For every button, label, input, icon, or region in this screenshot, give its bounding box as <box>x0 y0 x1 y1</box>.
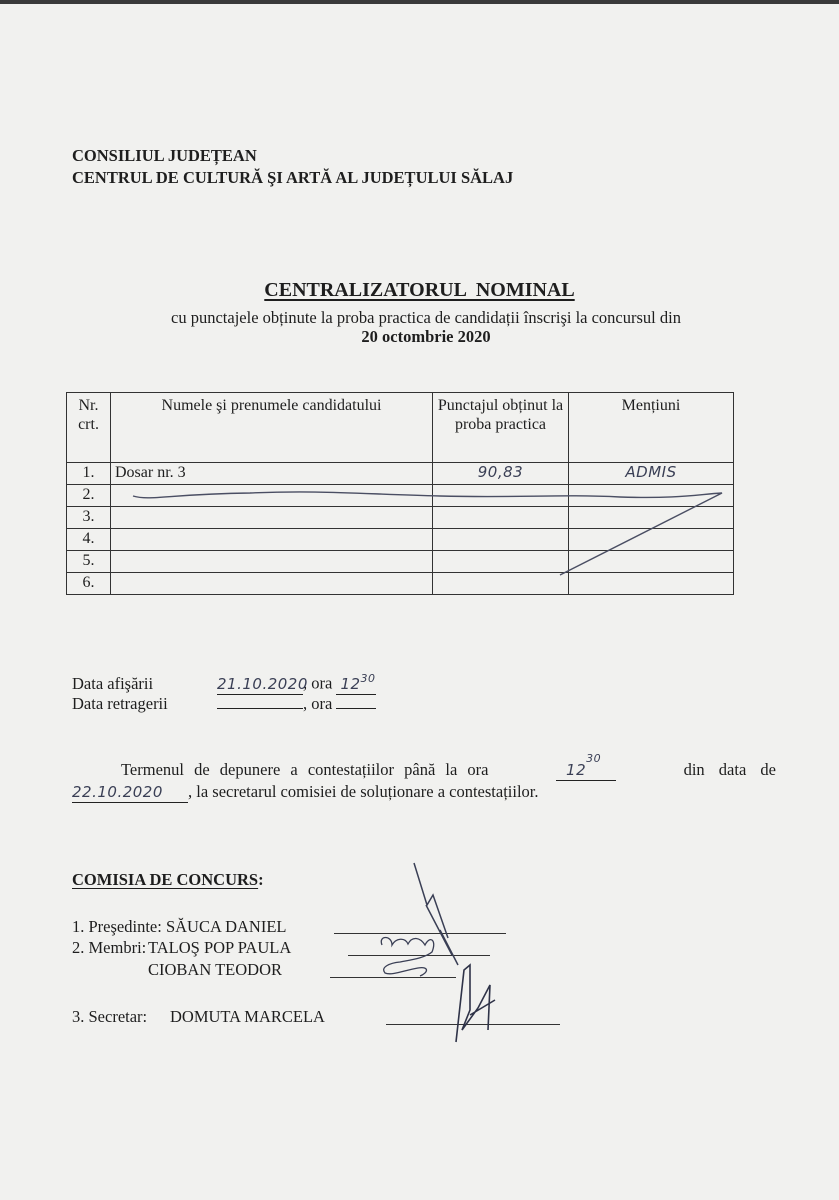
row-mentions <box>569 507 734 529</box>
row-nr: 2. <box>67 485 111 507</box>
member-name: TALOŞ POP PAULA <box>148 938 292 957</box>
appeal-line-2 <box>72 782 539 803</box>
row-name: Dosar nr. 3 <box>111 463 433 485</box>
posting-minutes-value: 30 <box>360 672 376 685</box>
table-row <box>67 507 734 529</box>
row-score <box>433 485 569 507</box>
row-name <box>111 551 433 573</box>
signature-president <box>414 863 458 965</box>
withdrawal-date-label: Data retragerii <box>72 694 168 713</box>
row-mentions <box>569 485 734 507</box>
table-row <box>67 573 734 595</box>
table-row <box>67 551 734 573</box>
posting-date-label: Data afişării <box>72 673 154 693</box>
row-score <box>433 551 569 573</box>
row-name <box>111 485 433 507</box>
row-mentions: ADMIS <box>569 463 734 485</box>
commission-member-secretary <box>72 1007 325 1027</box>
col-header-mentions: Mențiuni <box>569 393 734 463</box>
posting-hour-value: 12 <box>340 674 361 693</box>
document-title: CENTRALIZATORUL NOMINAL <box>264 279 575 301</box>
appeal-text-mid: din data de <box>683 759 776 779</box>
row-nr: 4. <box>67 529 111 551</box>
col-header-score: Punctajul obținut la proba practica <box>433 393 569 463</box>
signature-secretary <box>456 965 495 1042</box>
table-row <box>67 529 734 551</box>
appeal-hour-value: 12 <box>566 760 587 779</box>
commission-title: COMISIA DE CONCURS <box>72 870 259 889</box>
scan-edge <box>0 0 839 4</box>
row-score: 90,83 <box>433 463 569 485</box>
table-row <box>67 485 734 507</box>
commission-member-1 <box>72 938 291 958</box>
row-mentions <box>569 529 734 551</box>
appeal-hour-field <box>556 752 616 781</box>
row-score <box>433 529 569 551</box>
member-name: SĂUCA DANIEL <box>165 917 287 936</box>
institution-line-1: CONSILIUL JUDEȚEAN <box>72 146 257 165</box>
row-nr: 6. <box>67 573 111 595</box>
member-role: 2. Membri: <box>72 938 147 957</box>
member-role: 3. Secretar: <box>72 1007 148 1026</box>
member-name: DOMUTA MARCELA <box>170 1007 325 1026</box>
member-role: 1. Preşedinte: <box>72 917 162 936</box>
row-score <box>433 507 569 529</box>
institution-line-2: CENTRUL DE CULTURĂ ŞI ARTĂ AL JUDEȚULUI SĂLAJ <box>72 168 514 187</box>
row-mentions <box>569 551 734 573</box>
table-row <box>67 463 734 485</box>
contest-date: 20 octombrie 2020 <box>361 327 491 346</box>
appeal-date-value: 22.10.2020 <box>72 783 163 801</box>
signature-line-president <box>334 933 506 934</box>
row-name <box>111 573 433 595</box>
signature-line-member-2 <box>330 977 456 978</box>
row-name <box>111 529 433 551</box>
posting-date-value: 21.10.2020 <box>217 674 308 693</box>
col-header-name: Numele şi prenumele candidatului <box>111 393 433 463</box>
withdrawal-date-field <box>217 692 303 709</box>
appeal-text-start: Termenul de depunere a contestațiilor până la ora <box>121 759 489 779</box>
appeal-minutes-value: 30 <box>586 752 602 765</box>
signature-talos <box>381 938 433 977</box>
row-mentions <box>569 573 734 595</box>
commission-title-colon: : <box>258 870 264 889</box>
signature-line-member-1 <box>348 955 490 956</box>
withdrawal-date-row <box>72 692 376 714</box>
commission-heading <box>72 870 264 890</box>
appeal-line-1 <box>121 752 776 781</box>
title-wrap <box>0 279 839 302</box>
row-nr: 5. <box>67 551 111 573</box>
appeal-text-end: , la secretarul comisiei de soluționare a contestațiilor. <box>188 782 539 801</box>
member-name: CIOBAN TEODOR <box>148 960 282 979</box>
col-header-nr: Nr. crt. <box>67 393 111 463</box>
row-nr: 3. <box>67 507 111 529</box>
withdrawal-hour-label: , ora <box>303 694 333 713</box>
row-nr: 1. <box>67 463 111 485</box>
posting-hour-label: , ora <box>303 673 333 693</box>
results-table <box>66 392 734 595</box>
withdrawal-hour-field <box>336 692 376 709</box>
appeal-date-field <box>72 782 188 803</box>
document-subtitle: cu punctajele obținute la proba practica de candidații înscrişi la concursul din <box>171 308 681 327</box>
commission-member-president <box>72 917 287 937</box>
row-score <box>433 573 569 595</box>
row-name <box>111 507 433 529</box>
commission-member-2 <box>72 960 282 980</box>
signature-line-secretary <box>386 1024 560 1025</box>
table-header-row <box>67 393 734 463</box>
